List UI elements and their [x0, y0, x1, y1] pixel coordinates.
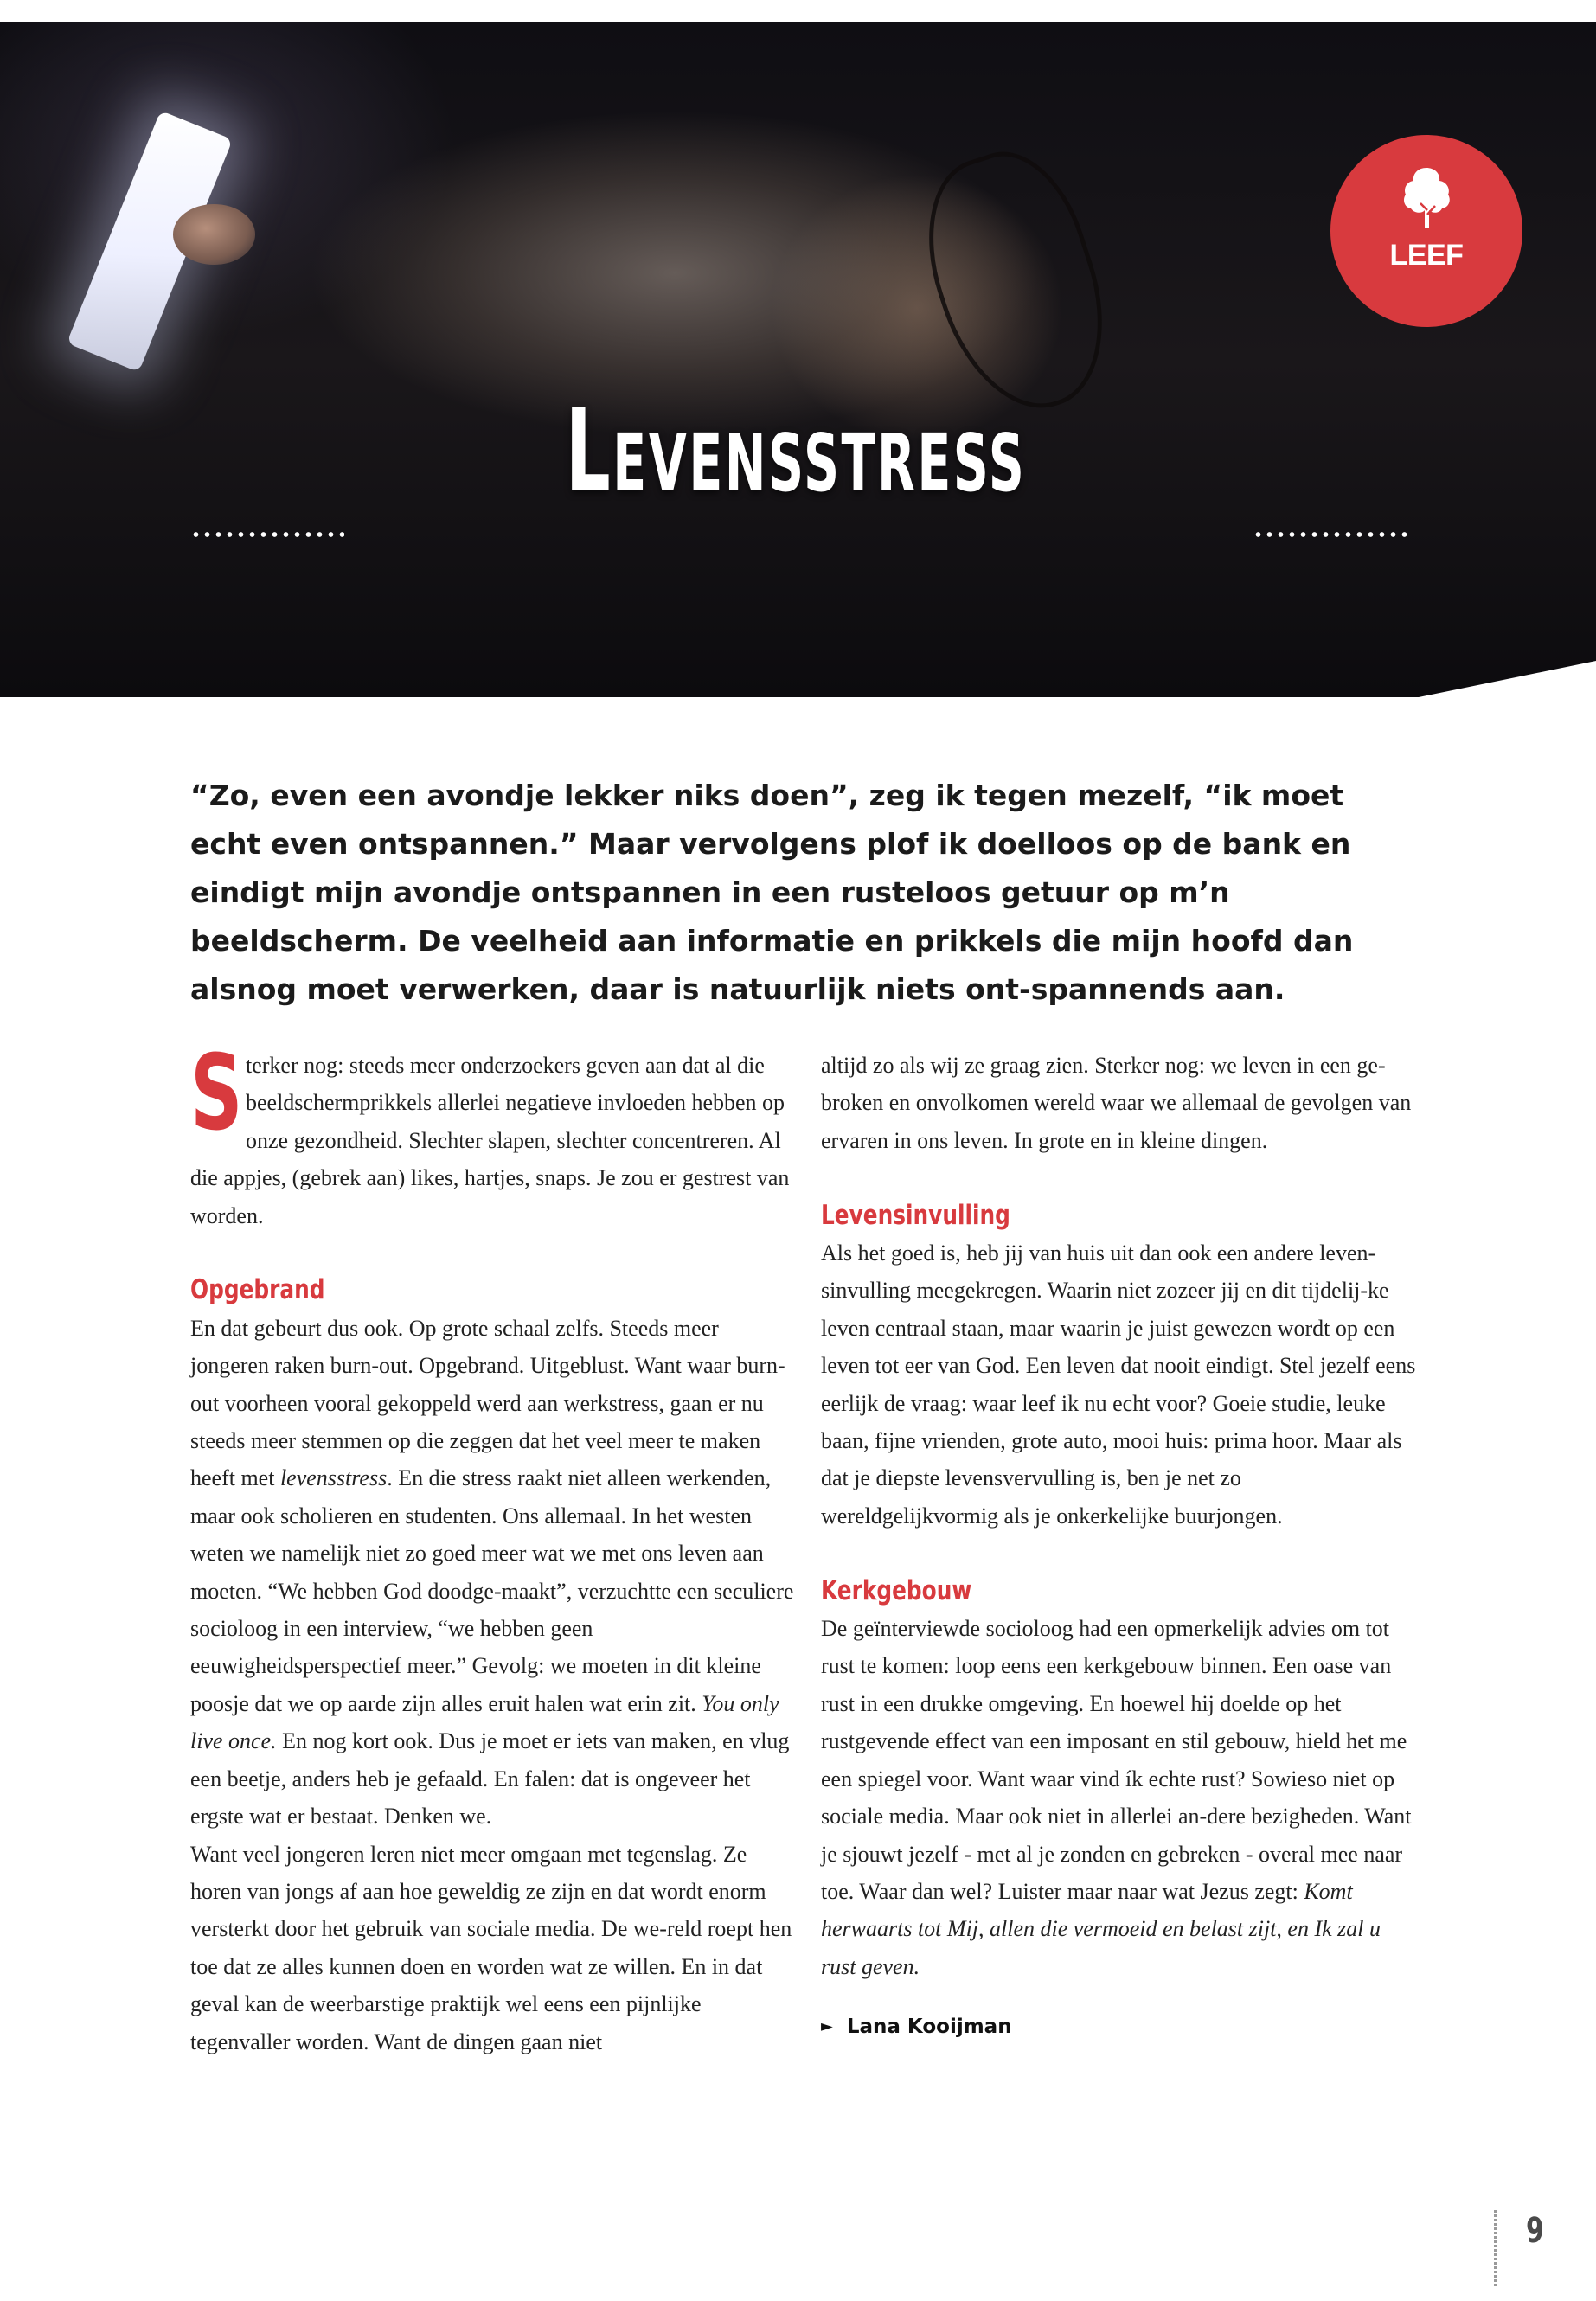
paragraph: [821, 1610, 1418, 1985]
section-heading-kerkgebouw: Kerkgebouw: [821, 1574, 972, 1606]
column-right: [821, 1047, 1418, 2040]
author-name: Lana Kooijman: [846, 2016, 1012, 2039]
paragraph-text: terker nog: steeds meer onderzoekers geven aan dat al die beeldschermprikkels allerlei negatieve invloeden hebben op onze gezondheid. Slechter slapen, slechter concentreren. Al die appjes, (gebrek aan) likes, hartjes, snaps. Je zou er gestrest van worden.: [190, 1053, 790, 1228]
paragraph: [190, 1034, 796, 1234]
article-intro: “Zo, even een avondje lekker niks doen”, zeg ik tegen mezelf, “ik moet echt even ontspannen.” Maar vervolgens plof ik doelloos op de bank en eindigt mijn avondje ontspannen in een rusteloos getuur op m’n beeldscherm. De veelheid aan informatie en prikkels die mijn hoofd dan alsnog moet verwerken, daar is natuurlijk niets ont-spannends aan.: [190, 779, 1354, 1006]
column-left: [190, 1034, 796, 2061]
author-credit: [821, 2014, 1418, 2040]
page-number-divider: [1494, 2210, 1497, 2288]
play-arrow-icon: ►: [821, 2017, 833, 2036]
section-heading-levensinvulling: Levensinvulling: [821, 1199, 1010, 1231]
bible-quote-text: Komt herwaarts tot Mij, allen die vermoeid en belast zijt, en Ik zal u rust geven.: [821, 1878, 1381, 1979]
paragraph-text: En dat gebeurt dus ook. Op grote schaal zelfs. Steeds meer jongeren raken burn-out. Opgebrand. Uitgeblust. Want waar burn-out voorheen vooral gekoppeld werd aan werkstress, gaan er nu steeds meer stemmen op die zeggen dat het veel meer te maken heeft met: [190, 1315, 785, 1491]
section-badge: [1330, 135, 1522, 327]
emphasis-text: levensstress: [279, 1465, 388, 1491]
paragraph: altijd zo als wij ze graag zien. Sterker nog: we leven in een ge-broken en onvolkomen wereld waar we allemaal de gevolgen van ervaren in ons leven. In grote en in kleine dingen.: [821, 1053, 1412, 1153]
tree-icon: [1399, 164, 1454, 230]
title-dots-left: [190, 531, 344, 538]
paragraph: Als het goed is, heb jij van huis uit dan ook een andere leven-sinvulling meegekregen. Waarin niet zozeer jij en dit tijdelij-ke leven centraal staan, maar waarin je juist gewezen wordt op een leven tot eer van God. Een leven dat nooit eindigt. Stel jezelf eens eerlijk de vraag: waar leef ik nu echt voor? Goeie studie, leuke baan, fijne vrienden, grote auto, mooi huis: prima hoor. Maar als dat je diepste levensvervulling is, ben je net zo wereldgelijkvormig als je onkerkelijke buurjongen.: [821, 1240, 1416, 1529]
paragraph: [190, 1310, 796, 1836]
paragraph-text: De geïnterviewde socioloog had een opmerkelijk advies om tot rust te komen: loop eens een kerkgebouw binnen. Een oase van rust in een drukke omgeving. En hoewel hij doelde op het rustgevende effect van een imposant en stil gebouw, hield het me een spiegel voor. Want waar vind ík echte rust? Sowieso niet op sociale media. Maar ook niet in allerlei an-dere bezigheden. Want je sjouwt jezelf - met al je zonden en gebreken - overal mee naar toe. Waar dan wel? Luister maar naar wat Jezus zegt:: [821, 1616, 1412, 1904]
section-badge-label: LEEF: [1389, 239, 1464, 272]
title-dots-right: [1253, 531, 1407, 538]
emphasis-text: You only live once.: [190, 1690, 779, 1754]
paragraph: Want veel jongeren leren niet meer omgaan met tegenslag. Ze horen van jongs af aan hoe geweldig ze zijn en dat wordt enorm versterkt door het gebruik van sociale media. De we-reld roept hen toe dat ze alles kunnen doen en worden wat ze willen. En in dat geval kan de weerbarstige praktijk wel eens een pijnlijke tegenvaller worden. Want de dingen gaan niet: [190, 1841, 792, 2054]
page-number: 9: [1526, 2211, 1544, 2251]
article-title: Levensstress: [565, 385, 1027, 518]
paragraph-text: En nog kort ook. Dus je moet er iets van maken, en vlug een beetje, anders heb je gefaald. En falen: dat is ongeveer het ergste wat er bestaat. Denken we.: [190, 1728, 790, 1830]
hero-photo: [0, 22, 1596, 697]
paragraph-text: . En die stress raakt niet alleen werkenden, maar ook scholieren en studenten. Ons allemaal. In het westen weten we namelijk niet zo goed meer wat we met ons leven aan moeten. “We hebben God doodge-maakt”, verzuchtte een seculiere socioloog in een interview, “we hebben geen eeuwigheidsperspectief meer.” Gevolg: we moeten in dit kleine poosje dat we op aarde zijn alles eruit halen wat erin zit.: [190, 1465, 794, 1716]
dropcap: S: [190, 1034, 243, 1154]
section-heading-opgebrand: Opgebrand: [190, 1274, 325, 1306]
hero-diagonal-cut: [0, 22, 1596, 697]
